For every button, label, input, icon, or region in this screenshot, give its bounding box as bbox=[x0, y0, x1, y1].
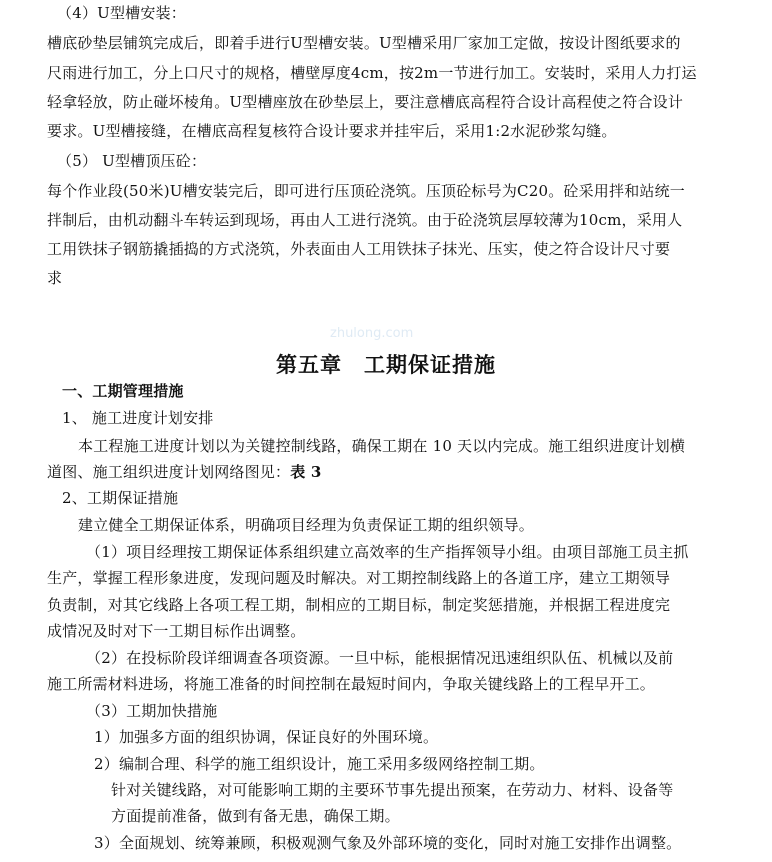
paragraph-line: 负责制，对其它线路上各项工程工期，制相应的工期目标，制定奖惩措施，并根据工程进度完 bbox=[47, 596, 671, 614]
list-item: 2）编制合理、科学的施工组织设计，施工采用多级网络控制工期。 bbox=[94, 755, 545, 773]
paragraph-line: （2）在投标阶段详细调查各项资源。一旦中标，能根据情况迅速组织队伍、机械以及前 bbox=[86, 649, 674, 667]
paragraph-line: 尺雨进行加工，分上口尺寸的规格，槽壁厚度4cm，按2m一节进行加工。安装时，采用人力打运 bbox=[47, 64, 697, 82]
list-item: 1）加强多方面的组织协调，保证良好的外围环境。 bbox=[94, 728, 439, 746]
watermark: zhulong.com bbox=[330, 326, 414, 341]
paragraph-line: 方面提前准备，做到有备无患，确保工期。 bbox=[111, 807, 400, 825]
list-item: 3）全面规划、统筹兼顾，积极观测气象及外部环境的变化，同时对施工安排作出调整。 bbox=[94, 834, 682, 852]
paragraph-line: 建立健全工期保证体系，明确项目经理为负责保证工期的组织领导。 bbox=[78, 516, 535, 534]
paragraph-line: 轻拿轻放，防止碰坏棱角。U型槽座放在砂垫层上，要注意槽底高程符合设计高程使之符合设计 bbox=[47, 93, 684, 111]
paragraph-line: 工用铁抹子钢筋撬插捣的方式浇筑，外表面由人工用铁抹子抹光、压实，使之符合设计尺寸要 bbox=[47, 240, 671, 258]
section-5-title: （5） U型槽顶压砼： bbox=[57, 152, 207, 170]
subsection-title: 1、 施工进度计划安排 bbox=[62, 409, 214, 427]
chapter-title: 第五章 工期保证措施 bbox=[276, 352, 496, 377]
paragraph-line: 求 bbox=[47, 269, 63, 287]
paragraph-line: 拌制后，由机动翻斗车转运到现场，再由人工进行浇筑。由于砼浇筑层厚较薄为10cm，采用人 bbox=[47, 211, 683, 229]
section-4-title: （4）U型槽安装： bbox=[57, 4, 186, 22]
table-reference: 表 3 bbox=[290, 463, 322, 481]
paragraph-line: （1）项目经理按工期保证体系组织建立高效率的生产指挥领导小组。由项目部施工员主抓 bbox=[86, 543, 689, 561]
paragraph-line bbox=[47, 462, 321, 482]
paragraph-line: 成情况及时对下一工期目标作出调整。 bbox=[47, 622, 306, 640]
paragraph-line: 针对关键线路，对可能影响工期的主要环节事先提出预案，在劳动力、材料、设备等 bbox=[111, 781, 674, 799]
part-title: 一、工期管理措施 bbox=[62, 382, 184, 400]
list-heading: （3）工期加快措施 bbox=[86, 702, 218, 720]
paragraph-line: 要求。U型槽接缝，在槽底高程复核符合设计要求并挂牢后，采用1:2水泥砂浆勾缝。 bbox=[47, 122, 617, 140]
subsection-title: 2、工期保证措施 bbox=[62, 489, 179, 507]
paragraph-line: 施工所需材料进场，将施工准备的时间控制在最短时间内，争取关键线路上的工程早开工。 bbox=[47, 675, 656, 693]
paragraph-line: 每个作业段(50米)U槽安装完后，即可进行压顶砼浇筑。压顶砼标号为C20。砼采用拌和站统一 bbox=[47, 182, 686, 200]
paragraph-line: 生产，掌握工程形象进度，发现问题及时解决。对工期控制线路上的各道工序，建立工期领导 bbox=[47, 569, 671, 587]
paragraph-text: 道图、施工组织进度计划网络图见： bbox=[47, 463, 291, 481]
paragraph-line: 本工程施工进度计划以为关键控制线路，确保工期在 10 天以内完成。施工组织进度计划横 bbox=[78, 437, 686, 455]
paragraph-line: 槽底砂垫层铺筑完成后，即着手进行U型槽安装。U型槽采用厂家加工定做，按设计图纸要求的 bbox=[47, 34, 681, 52]
